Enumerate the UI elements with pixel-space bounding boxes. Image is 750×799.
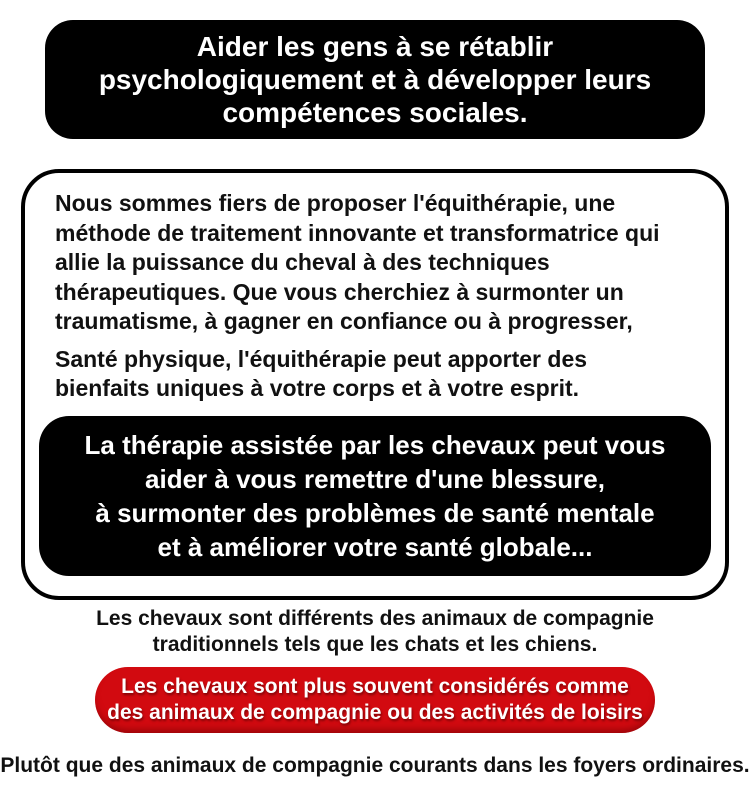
intro-line: méthode de traitement innovante et transformatrice qui [55,219,660,246]
intro-line: allie la puissance du cheval à des techniques [55,249,550,275]
mission-banner-line: Aider les gens à se rétablir [196,31,554,62]
red-banner-line: des animaux de compagnie ou des activités de loisirs [107,700,643,724]
mission-banner-line: compétences sociales. [222,97,528,128]
highlight-line: à surmonter des problèmes de santé mentale [95,497,655,528]
horses-difference-note [0,606,750,658]
intro-paragraph-2 [55,345,699,404]
intro-line: Nous sommes fiers de proposer l'équithérapie, une [55,190,616,216]
intro-line: bienfaits uniques à votre corps et à votre esprit. [55,375,580,401]
leisure-animals-red-banner [95,667,655,733]
horse-therapy-highlight-banner [39,416,711,576]
intro-line: traumatisme, à gagner en confiance ou à progresser, [55,308,633,334]
note-line: traditionnels tels que les chats et les chiens. [152,632,598,656]
mission-banner [45,20,705,139]
intro-line: thérapeutiques. Que vous cherchiez à surmonter un [55,278,624,305]
equitherapy-intro-card [21,169,729,600]
intro-line: Santé physique, l'équithérapie peut apporter des [55,345,588,372]
footer-statement: Plutôt que des animaux de compagnie courants dans les foyers ordinaires. [0,753,750,777]
mission-banner-line: psychologiquement et à développer leurs [98,64,652,95]
red-banner-line: Les chevaux sont plus souvent considérés comme [121,674,629,698]
intro-paragraph-1 [55,189,699,337]
highlight-line: La thérapie assistée par les chevaux peut vous [84,429,666,460]
highlight-line: aider à vous remettre d'une blessure, [145,463,605,494]
note-line: Les chevaux sont différents des animaux de compagnie [96,606,654,630]
highlight-line: et à améliorer votre santé globale... [157,531,593,562]
